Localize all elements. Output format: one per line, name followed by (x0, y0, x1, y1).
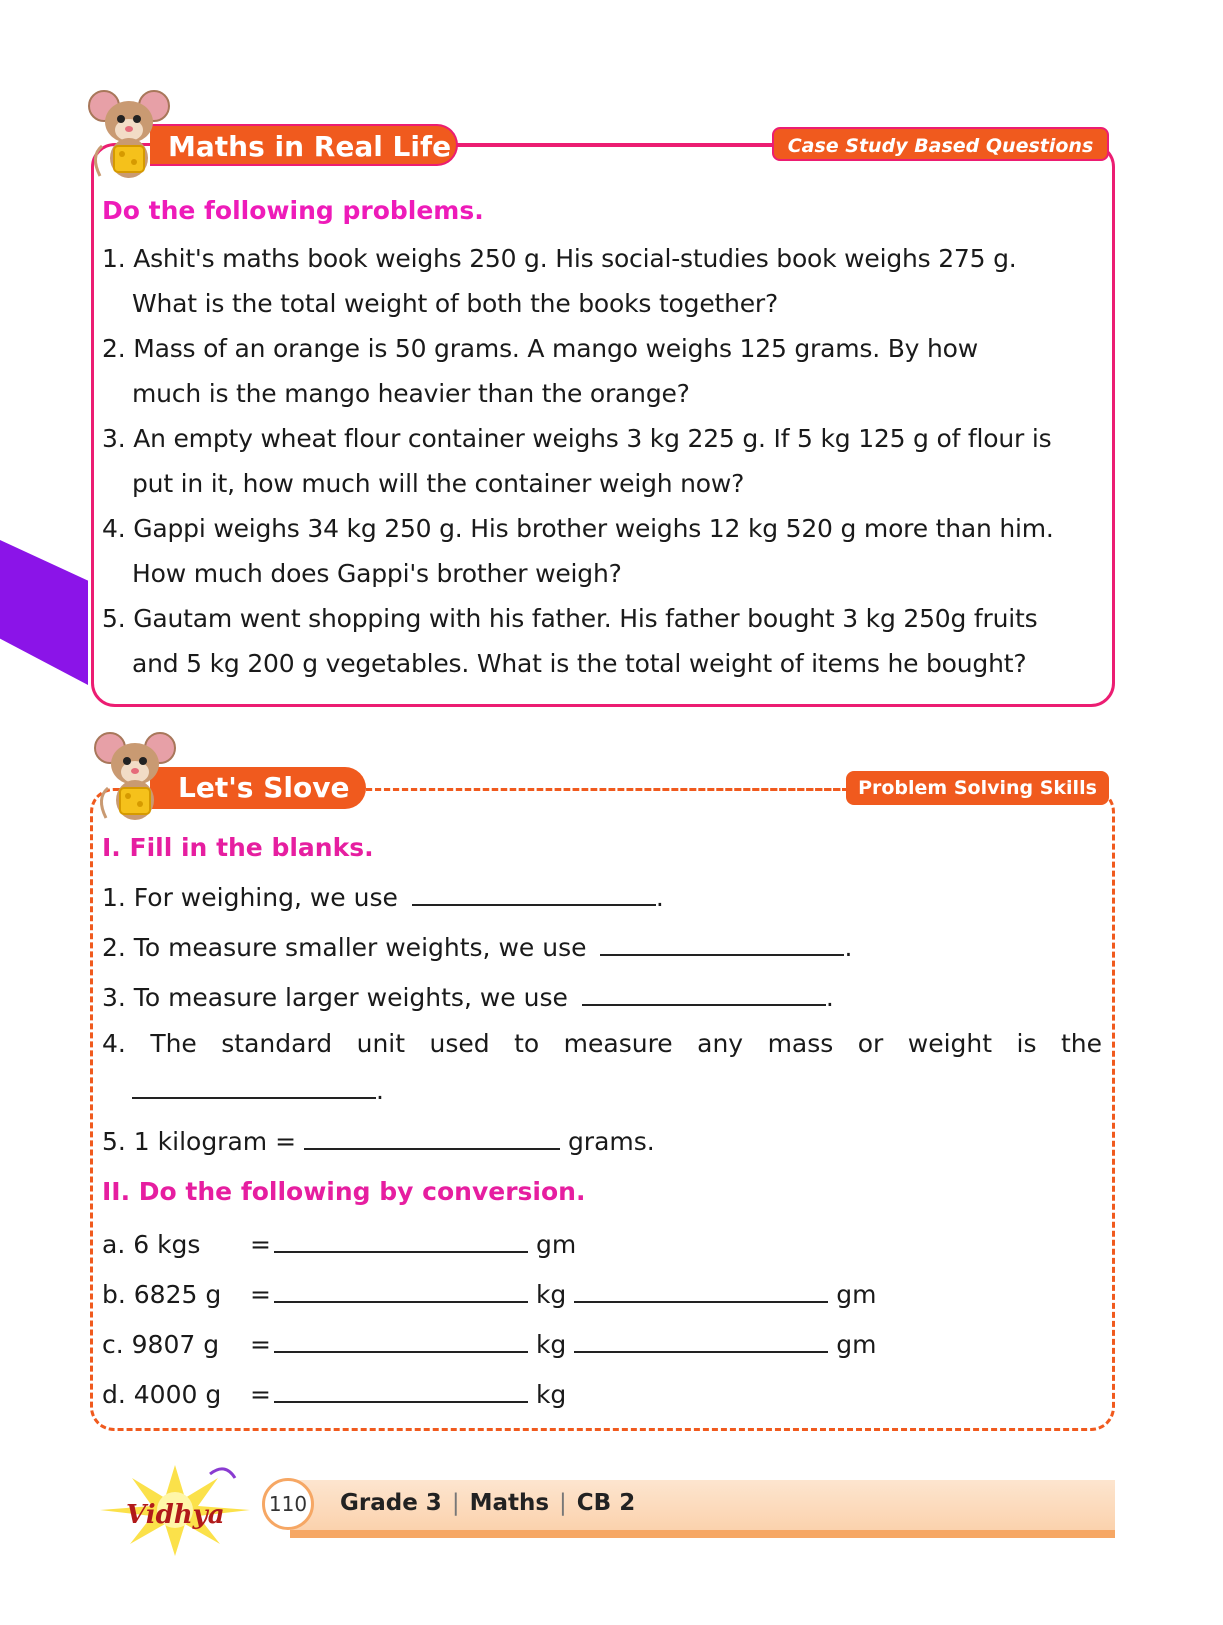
word: or (857, 1029, 884, 1058)
equals-sign: = (250, 1280, 271, 1309)
case-study-tag: Case Study Based Questions (772, 127, 1109, 161)
conversion-heading: II. Do the following by conversion. (102, 1177, 586, 1206)
problem-item (102, 236, 1102, 326)
word: unit (356, 1029, 406, 1058)
conversion-label: c. 9807 g (102, 1330, 220, 1359)
word: The (150, 1029, 197, 1058)
period: . (825, 983, 834, 1012)
header-dashed-rule (366, 788, 848, 791)
section-title-lets-solve: Let's Slove (150, 767, 366, 809)
problem-line: put in it, how much will the container weigh now? (132, 469, 745, 498)
answer-blank[interactable] (274, 1227, 528, 1253)
purple-side-tab (0, 540, 88, 685)
period: . (655, 883, 664, 912)
fill-question (102, 880, 664, 912)
word: any (697, 1029, 744, 1058)
unit-text: kg (535, 1330, 567, 1359)
problem-line: much is the mango heavier than the orange? (132, 379, 690, 408)
problem-list (102, 236, 1102, 686)
problem-item (102, 326, 1102, 416)
problem-line: and 5 kg 200 g vegetables. What is the total weight of items he bought? (132, 649, 1027, 678)
fill-question (102, 980, 834, 1012)
mouse-mascot-icon (88, 86, 170, 186)
answer-blank[interactable] (274, 1327, 528, 1353)
problem-line: What is the total weight of both the books together? (132, 289, 779, 318)
fill-question (102, 930, 852, 962)
word: weight (907, 1029, 993, 1058)
unit-text: kg (535, 1280, 567, 1309)
answer-blank[interactable] (274, 1277, 528, 1303)
header-rule (455, 144, 775, 147)
problem-solving-tag: Problem Solving Skills (846, 771, 1109, 805)
mouse-mascot-icon (94, 728, 176, 828)
unit-text: gm (836, 1330, 877, 1359)
word: 4. (102, 1029, 126, 1058)
word: standard (221, 1029, 333, 1058)
page-number: 110 (262, 1478, 314, 1530)
word: the (1060, 1029, 1102, 1058)
problem-line: 2. Mass of an orange is 50 grams. A mango weighs 125 grams. By how (102, 334, 979, 363)
problem-item (102, 596, 1102, 686)
equals-sign: = (250, 1230, 271, 1259)
answer-blank[interactable] (304, 1124, 560, 1150)
problem-line: 1. Ashit's maths book weighs 250 g. His social-studies book weighs 275 g. (102, 244, 1017, 273)
conversion-row (102, 1377, 566, 1409)
unit-text: grams. (567, 1127, 655, 1156)
book-label: CB 2 (576, 1490, 636, 1516)
fill-question-continued (132, 1073, 384, 1105)
logo-text: Vidhya (126, 1500, 225, 1530)
subject-label: Maths (469, 1490, 550, 1516)
unit-text: kg (535, 1380, 567, 1409)
word: used (429, 1029, 490, 1058)
conversion-label: b. 6825 g (102, 1280, 222, 1309)
question-text: 3. To measure larger weights, we use (102, 983, 568, 1012)
question-text: 2. To measure smaller weights, we use (102, 933, 587, 962)
conversion-label: d. 4000 g (102, 1380, 222, 1409)
answer-blank[interactable] (132, 1073, 376, 1099)
problem-line: 5. Gautam went shopping with his father. His father bought 3 kg 250g fruits (102, 604, 1038, 633)
answer-blank[interactable] (574, 1327, 828, 1353)
word: to (514, 1029, 540, 1058)
conversion-label: a. 6 kgs (102, 1230, 201, 1259)
conversion-row (102, 1227, 576, 1259)
answer-blank[interactable] (574, 1277, 828, 1303)
problem-item (102, 416, 1102, 506)
problem-line: 3. An empty wheat flour container weighs 3 kg 225 g. If 5 kg 125 g of flour is (102, 424, 1052, 453)
answer-blank[interactable] (274, 1377, 528, 1403)
problem-line: How much does Gappi's brother weigh? (132, 559, 622, 588)
unit-text: gm (836, 1280, 877, 1309)
fill-question (102, 1029, 1102, 1058)
section-title-maths-in-real-life: Maths in Real Life (150, 124, 458, 166)
separator: | (451, 1490, 460, 1516)
problem-line: 4. Gappi weighs 34 kg 250 g. His brother weighs 12 kg 520 g more than him. (102, 514, 1054, 543)
answer-blank[interactable] (582, 980, 826, 1006)
question-text: 1. For weighing, we use (102, 883, 398, 912)
period: . (376, 1076, 384, 1105)
equals-sign: = (250, 1380, 271, 1409)
equals-sign: = (250, 1330, 271, 1359)
problem-item (102, 506, 1102, 596)
answer-blank[interactable] (600, 930, 844, 956)
answer-blank[interactable] (412, 880, 656, 906)
word: measure (563, 1029, 673, 1058)
unit-text: gm (535, 1230, 577, 1259)
footer-book-info (340, 1490, 635, 1516)
fill-question (102, 1124, 655, 1156)
separator: | (559, 1490, 567, 1516)
fill-blanks-heading: I. Fill in the blanks. (102, 833, 374, 862)
conversion-row (102, 1327, 876, 1359)
word: is (1016, 1029, 1037, 1058)
period: . (844, 933, 853, 962)
conversion-row (102, 1277, 876, 1309)
problems-heading: Do the following problems. (102, 196, 484, 225)
question-text: 5. 1 kilogram = (102, 1127, 297, 1156)
grade-label: Grade 3 (340, 1490, 442, 1516)
word: mass (767, 1029, 834, 1058)
footer-accent-line (290, 1530, 1115, 1538)
